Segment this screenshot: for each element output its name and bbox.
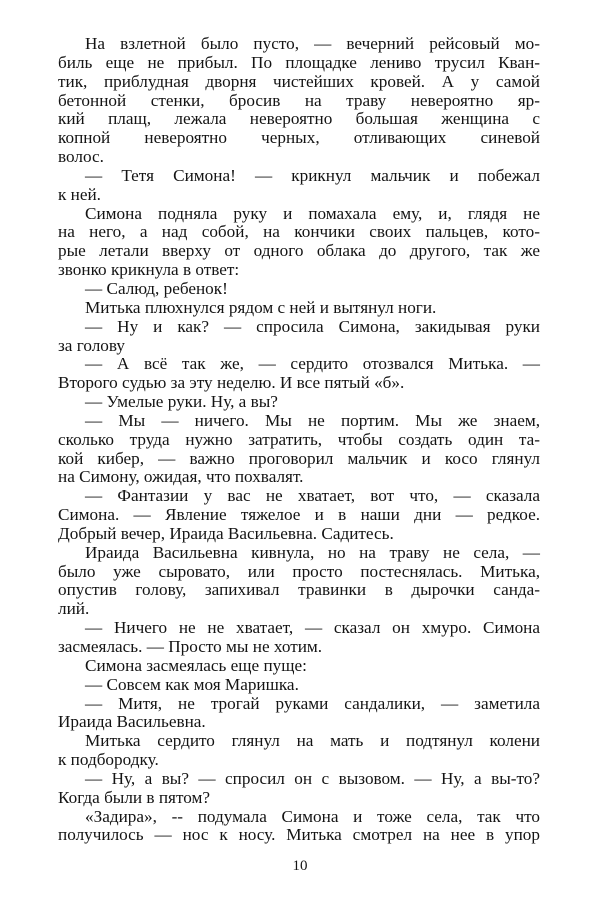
text-line: Симона засмеялась еще пуще: <box>85 655 307 675</box>
text-line: — Фантазии у вас не хватает, вот что, — сказала <box>85 486 540 506</box>
text-line: Митька сердито глянул на мать и подтянул колени <box>85 731 540 751</box>
text-line: — Мы — ничего. Мы не портим. Мы же знаем, <box>85 410 540 430</box>
text-line: лий. <box>58 599 90 619</box>
text-line: — Совсем как моя Маришка. <box>85 674 299 694</box>
page-number: 10 <box>292 858 308 874</box>
text-line: звонко крикнула в ответ: <box>58 260 240 280</box>
text-line: к ней. <box>58 184 101 204</box>
text-line: — Тетя Симона! — крикнул мальчик и побежал <box>85 165 540 185</box>
text-line: тик, приблудная дворня чистейших кровей. А у самой <box>58 71 540 91</box>
text-line: копной невероятно черных, отливающих синевой <box>58 128 540 148</box>
text-line: на Симону, ожидая, что похвалят. <box>58 467 304 487</box>
text-line: Когда были в пятом? <box>58 787 211 807</box>
text-line: Симона подняла руку и помахала ему, и, глядя не <box>85 203 540 223</box>
text-line: На взлетной было пусто, — вечерний рейсовый мо- <box>85 34 540 53</box>
text-line: «Задира», -- подумала Симона и тоже села, так что <box>85 806 540 826</box>
text-line: рые летали вверху от одного облака до другого, так же <box>58 241 540 261</box>
text-line: волос. <box>58 147 104 167</box>
text-line: кой кибер, — важно проговорил мальчик и косо глянул <box>58 448 540 468</box>
text-line: на него, а над собой, на кончики своих пальцев, кото- <box>58 222 540 242</box>
text-line: кий плащ, лежала невероятно большая женщина с <box>58 109 540 129</box>
text-line: получилось — нос к носу. Митька смотрел на нее в упор <box>58 825 540 845</box>
body-text <box>58 35 540 845</box>
text-line: опустив голову, запихивал травинки в дырочки санда- <box>58 580 540 600</box>
text-line: к подбородку. <box>58 750 159 770</box>
text-line: Ираида Васильевна. <box>58 712 206 732</box>
text-line: биль еще не прибыл. По площадке лениво трусил Кван- <box>58 52 540 72</box>
text-line: — Ничего не не хватает, — сказал он хмуро. Симона <box>85 618 540 638</box>
text-line: Добрый вечер, Ираида Васильевна. Садитесь. <box>58 523 394 543</box>
text-line: засмеялась. — Просто мы не хотим. <box>58 637 323 656</box>
text-line: Второго судью за эту неделю. И все пятый «б». <box>58 373 405 393</box>
text-line: — Ну, а вы? — спросил он с вызовом. — Ну, а вы-то? <box>85 768 540 788</box>
text-line: Ираида Васильевна кивнула, но на траву не села, — <box>85 542 540 562</box>
text-line: за голову <box>58 335 125 355</box>
text-line: Митька плюхнулся рядом с ней и вытянул ноги. <box>85 297 437 317</box>
text-line: — Салюд, ребенок! <box>85 278 228 298</box>
text-line: — А всё так же, — сердито отозвался Митька. — <box>85 354 540 374</box>
text-line: — Ну и как? — спросила Симона, закидывая руки <box>85 316 540 336</box>
text-line: сколько труда нужно затратить, чтобы создать один та- <box>58 429 540 449</box>
text-line: было уже сыровато, или просто постеснялась. Митька, <box>58 561 540 581</box>
text-line: Симона. — Явление тяжелое и в наши дни — редкое. <box>58 505 540 525</box>
text-line: — Умелые руки. Ну, а вы? <box>85 392 278 412</box>
text-line: — Митя, не трогай руками сандалики, — заметила <box>85 693 540 713</box>
text-line: бетонной стенки, бросив на траву невероятно яр- <box>58 90 540 110</box>
